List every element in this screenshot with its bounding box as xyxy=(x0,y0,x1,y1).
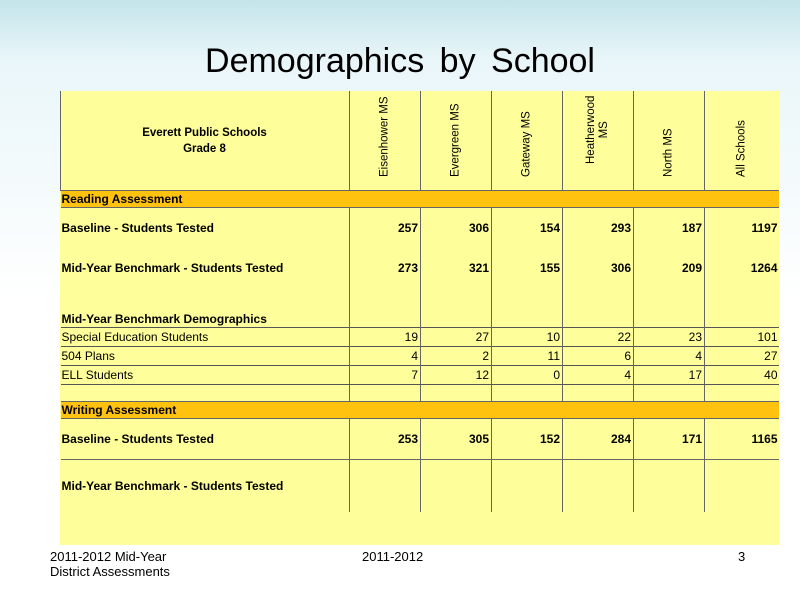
row-label: ELL Students xyxy=(61,366,350,385)
table-cell: 4 xyxy=(563,366,634,385)
column-header-north: North MS xyxy=(634,91,705,191)
table-cell: 17 xyxy=(634,366,705,385)
row-label: Mid-Year Benchmark - Students Tested xyxy=(61,261,284,275)
table-cell: 155 xyxy=(492,248,563,288)
table-row-demographics-label xyxy=(61,288,780,328)
table-cell: 306 xyxy=(563,248,634,288)
table-cell xyxy=(705,288,780,328)
table-cell: 11 xyxy=(492,347,563,366)
table-cell xyxy=(492,288,563,328)
table-cell: 4 xyxy=(350,347,421,366)
table-cell xyxy=(634,460,705,513)
section-writing xyxy=(61,402,780,419)
table-cell: 257 xyxy=(350,208,421,249)
table-cell xyxy=(705,460,780,513)
footer-left xyxy=(50,549,170,579)
table-cell: 6 xyxy=(563,347,634,366)
table-cell: 1165 xyxy=(705,419,780,460)
table-cell xyxy=(563,288,634,328)
section-label: Reading Assessment xyxy=(61,191,780,208)
row-label: Baseline - Students Tested xyxy=(61,221,214,235)
table-row-reading-midyear xyxy=(61,248,780,288)
table-cell: 4 xyxy=(634,347,705,366)
footer-left-line1: 2011-2012 Mid-Year xyxy=(50,549,167,564)
table-cell: 209 xyxy=(634,248,705,288)
table-cell: 101 xyxy=(705,328,780,347)
section-label: Writing Assessment xyxy=(61,402,780,419)
table-cell: 10 xyxy=(492,328,563,347)
table-cell: 7 xyxy=(350,366,421,385)
table-header-row xyxy=(61,91,780,191)
footer-left-line2: District Assessments xyxy=(50,564,170,579)
row-label: Mid-Year Benchmark - Students Tested xyxy=(61,479,284,493)
column-header-gateway: Gateway MS xyxy=(492,91,563,191)
table-cell: 19 xyxy=(350,328,421,347)
table-cell: 2 xyxy=(421,347,492,366)
demographics-table xyxy=(60,91,779,545)
slide-title: Demographics by School xyxy=(205,42,595,80)
table-cell xyxy=(350,288,421,328)
table-cell: 40 xyxy=(705,366,780,385)
table-cell: 306 xyxy=(421,208,492,249)
table-cell xyxy=(421,288,492,328)
header-district: Everett Public Schools xyxy=(142,126,267,139)
footer-center: 2011-2012 xyxy=(362,549,424,564)
table-row-special-education xyxy=(61,328,780,347)
row-label: Mid-Year Benchmark Demographics xyxy=(61,312,267,326)
table-cell xyxy=(421,460,492,513)
table-cell xyxy=(350,460,421,513)
column-header-heatherwood: Heatherwood MS xyxy=(563,91,634,191)
column-header-evergreen: Evergreen MS xyxy=(421,91,492,191)
table-cell: 1197 xyxy=(705,208,780,249)
table-cell: 284 xyxy=(563,419,634,460)
table-cell: 305 xyxy=(421,419,492,460)
table-cell xyxy=(634,288,705,328)
table-cell: 293 xyxy=(563,208,634,249)
table-row-writing-midyear xyxy=(61,460,780,513)
table-row-writing-baseline xyxy=(61,419,780,460)
table-row-504-plans xyxy=(61,347,780,366)
row-label: Special Education Students xyxy=(61,328,350,347)
table-cell: 23 xyxy=(634,328,705,347)
table-row-spacer xyxy=(61,385,780,402)
header-grade: Grade 8 xyxy=(183,142,226,155)
section-reading xyxy=(61,191,780,208)
table-cell: 27 xyxy=(705,347,780,366)
table-cell: 273 xyxy=(350,248,421,288)
table-cell: 27 xyxy=(421,328,492,347)
table-cell: 12 xyxy=(421,366,492,385)
table-header-title xyxy=(61,91,350,191)
table-cell: 22 xyxy=(563,328,634,347)
table-cell: 187 xyxy=(634,208,705,249)
table-cell: 1264 xyxy=(705,248,780,288)
page-number: 3 xyxy=(738,549,746,564)
table-cell xyxy=(563,460,634,513)
column-header-eisenhower: Eisenhower MS xyxy=(350,91,421,191)
table-row-ell-students xyxy=(61,366,780,385)
table-cell: 253 xyxy=(350,419,421,460)
table-cell: 171 xyxy=(634,419,705,460)
table-cell xyxy=(492,460,563,513)
table-row-reading-baseline xyxy=(61,208,780,249)
table-cell: 154 xyxy=(492,208,563,249)
table-cell: 0 xyxy=(492,366,563,385)
row-label: 504 Plans xyxy=(61,347,350,366)
table-cell: 321 xyxy=(421,248,492,288)
row-label: Baseline - Students Tested xyxy=(61,432,214,446)
table-cell: 152 xyxy=(492,419,563,460)
column-header-all-schools: All Schools xyxy=(705,91,780,191)
